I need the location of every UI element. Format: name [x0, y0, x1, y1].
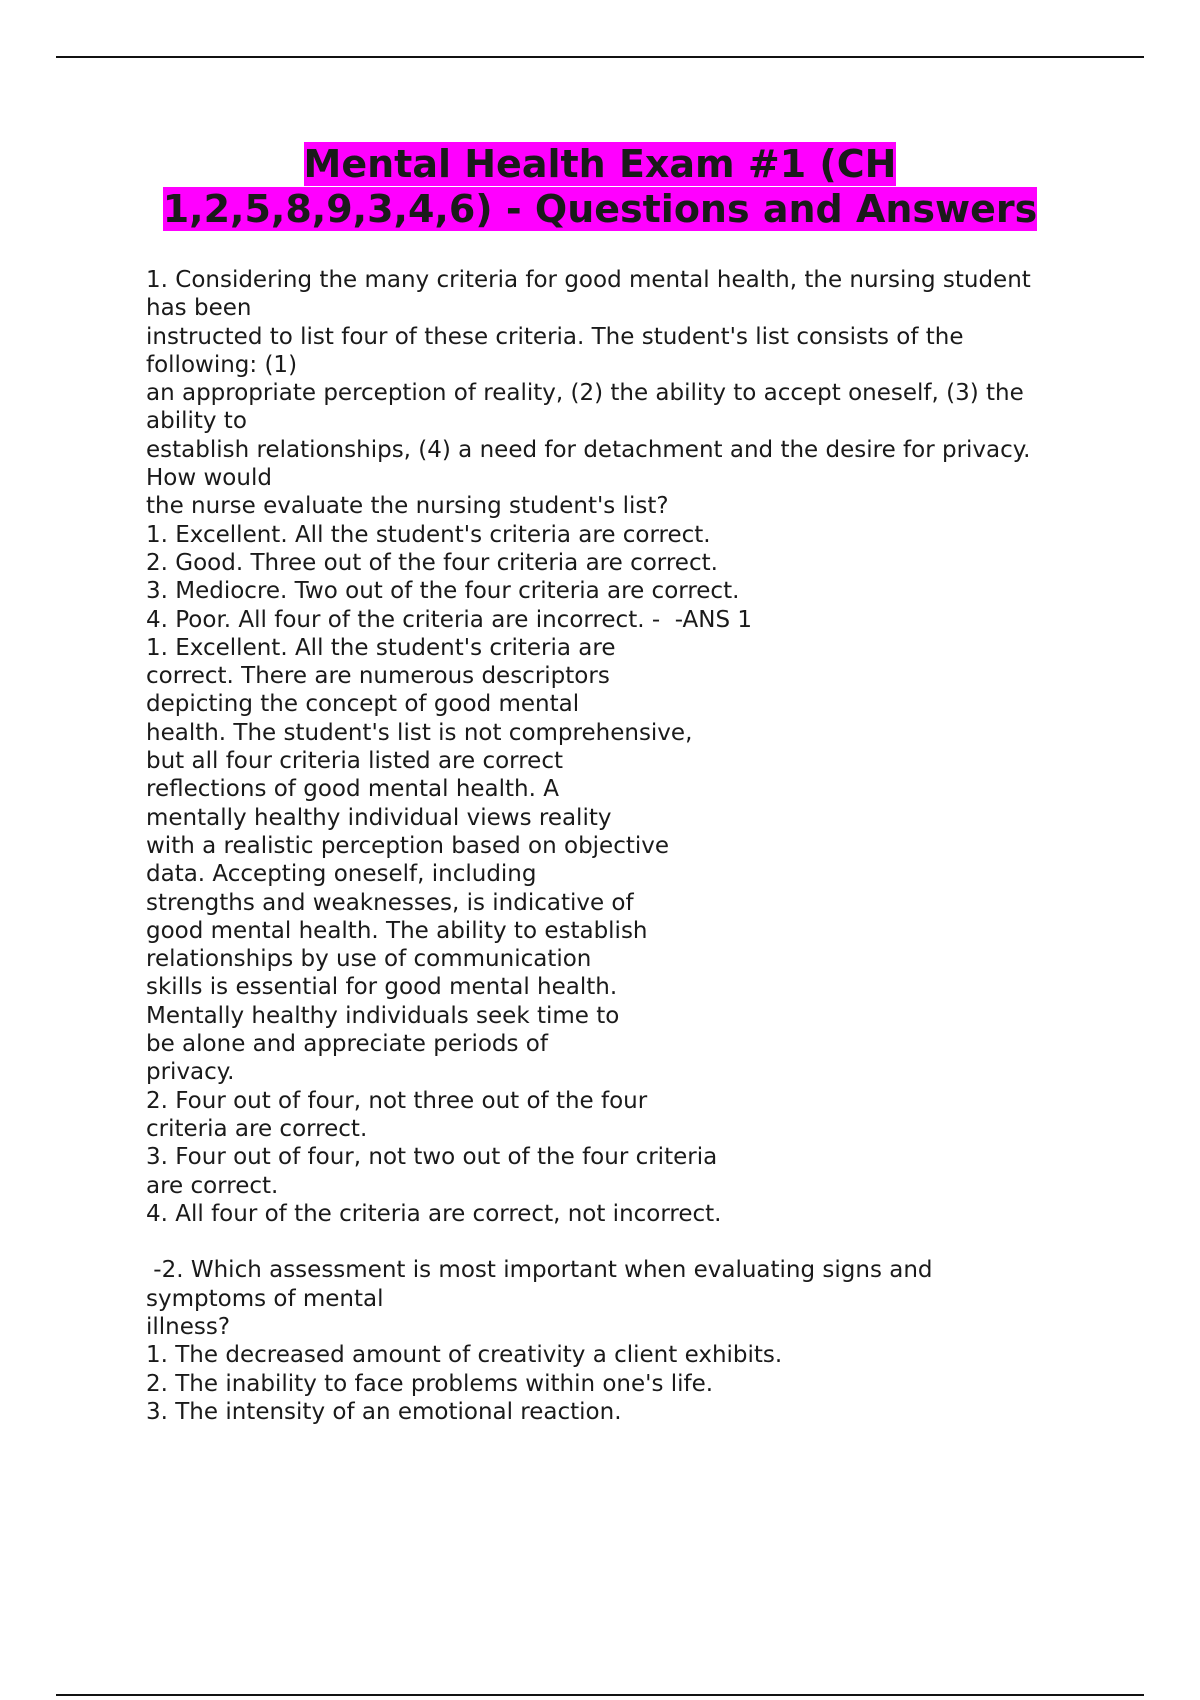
text-line: 3. Four out of four, not two out of the four criteria	[146, 1144, 718, 1171]
text-line: correct. There are numerous descriptors	[146, 663, 610, 690]
text-line: 3. Mediocre. Two out of the four criteria are correct.	[146, 578, 740, 605]
title-line-2: 1,2,5,8,9,3,4,6) - Questions and Answers	[162, 187, 1038, 231]
text-line: reflections of good mental health. A	[146, 776, 559, 803]
text-line: data. Accepting oneself, including	[146, 861, 537, 888]
text-line: 2. Good. Three out of the four criteria are correct.	[146, 549, 718, 576]
text-line: establish relationships, (4) a need for detachment and the desire for privacy.	[146, 436, 1031, 463]
text-line: 3. The intensity of an emotional reaction.	[146, 1398, 622, 1425]
document-body	[146, 266, 1146, 1426]
text-line: Mentally healthy individuals seek time to	[146, 1002, 620, 1029]
text-line: strengths and weaknesses, is indicative of	[146, 889, 634, 916]
text-line: 1. Considering the many criteria for good mental health, the nursing student	[146, 267, 1031, 293]
text-line: -2. Which assessment is most important when evaluating signs and	[146, 1257, 933, 1284]
text-line: good mental health. The ability to establish	[146, 917, 648, 944]
document-title	[100, 142, 1100, 232]
text-line: the nurse evaluate the nursing student's list?	[146, 493, 669, 520]
text-line: relationships by use of communication	[146, 946, 592, 973]
text-line: mentally healthy individual views reality	[146, 804, 612, 831]
text-line: 1. Excellent. All the student's criteria are correct.	[146, 521, 711, 548]
title-line-1: Mental Health Exam #1 (CH	[303, 142, 897, 186]
text-line: following: (1)	[146, 351, 298, 378]
text-line: 4. Poor. All four of the criteria are incorrect. - -ANS 1	[146, 606, 753, 633]
text-line: instructed to list four of these criteria. The student's list consists of the	[146, 323, 964, 350]
text-line: 2. The inability to face problems within one's life.	[146, 1370, 714, 1397]
text-line: with a realistic perception based on objective	[146, 832, 670, 859]
text-line: criteria are correct.	[146, 1115, 368, 1142]
text-line: skills is essential for good mental health.	[146, 974, 618, 1001]
text-line: 1. The decreased amount of creativity a client exhibits.	[146, 1342, 783, 1369]
text-line: symptoms of mental	[146, 1285, 384, 1312]
text-line: an appropriate perception of reality, (2) the ability to accept oneself, (3) the	[146, 380, 1024, 407]
text-line: are correct.	[146, 1172, 279, 1199]
text-line: be alone and appreciate periods of	[146, 1031, 548, 1058]
text-line: 4. All four of the criteria are correct, not incorrect.	[146, 1200, 722, 1227]
text-line: depicting the concept of good mental	[146, 691, 580, 718]
text-line: ability to	[146, 408, 247, 435]
text-line: health. The student's list is not comprehensive,	[146, 719, 693, 746]
text-line: but all four criteria listed are correct	[146, 748, 563, 775]
text-line: 2. Four out of four, not three out of the four	[146, 1087, 648, 1114]
text-line: has been	[146, 295, 252, 322]
text-line: How would	[146, 465, 272, 492]
text-line: privacy.	[146, 1059, 235, 1086]
blank-line	[146, 1228, 1146, 1256]
bottom-rule	[56, 1694, 1144, 1696]
text-line: 1. Excellent. All the student's criteria are	[146, 634, 616, 661]
text-line: illness?	[146, 1313, 231, 1340]
top-rule	[56, 56, 1144, 58]
